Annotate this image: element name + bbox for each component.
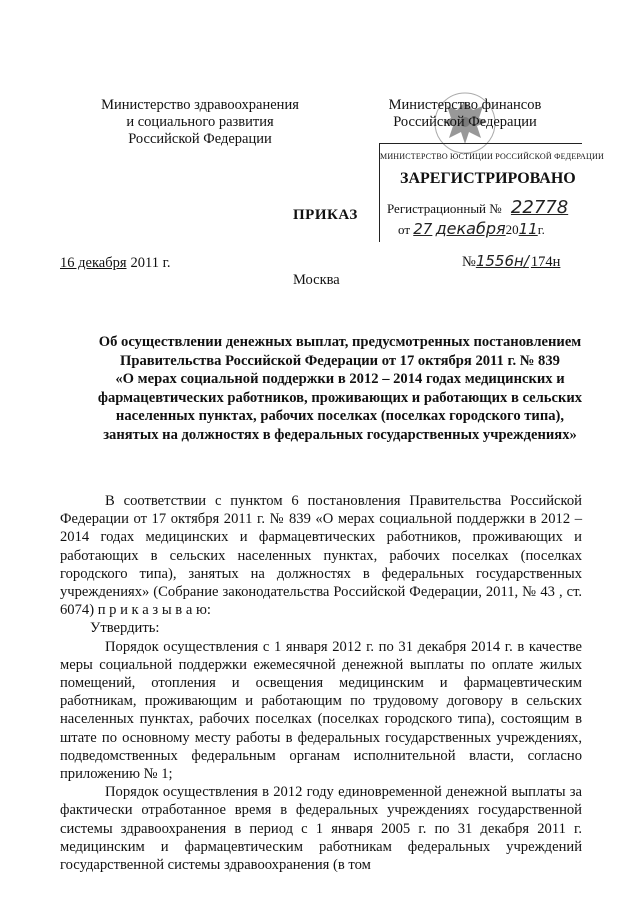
order-number	[462, 252, 560, 271]
title-line2: Правительства Российской Федерации от 17 октября 2011 г. № 839	[120, 352, 560, 369]
stamp-date-year-suffix: 11	[518, 220, 538, 238]
title-line5: населенных пунктах, рабочих поселках (поселках городского типа),	[115, 408, 565, 424]
stamp-reg-label: Регистрационный №	[387, 201, 502, 216]
body-paragraph-approve: Утвердить:	[90, 620, 160, 637]
stamp-date-row	[398, 219, 545, 238]
order-title	[60, 333, 620, 444]
date-line	[60, 255, 171, 272]
body-paragraph-item1: Порядок осуществления с 1 января 2012 г. по 31 декабря 2014 г. в качестве меры социальной поддержки ежемесячной денежной выплаты по оплате жилых помещений, отопления и освещения медицинским и фармацевтическим работникам, проживающим и работающим по трудовому договору в сельских населенных пунктах, рабочих поселках (поселках городского типа), состоящим в штате по основному месту работы в федеральных государственных учреждениях, подведомственных федеральным органам исполнительной власти, согласно приложению № 1;	[60, 638, 582, 783]
title-line3: «О мерах социальной поддержки в 2012 – 2014 годах медицинских и	[115, 371, 565, 387]
stamp-ministry: МИНИСТЕРСТВО ЮСТИЦИИ РОССИЙСКОЙ ФЕДЕРАЦИИ	[380, 152, 604, 161]
order-number-value2: 174н	[530, 254, 561, 270]
title-line6: занятых на должностях в федеральных государственных учреждениях»	[103, 426, 577, 443]
left-header	[75, 97, 325, 148]
stamp-reg-row	[387, 197, 568, 218]
date-year: 2011 г.	[130, 255, 171, 271]
order-body	[60, 492, 582, 874]
left-header-line1: Министерство здравоохранения	[101, 97, 299, 113]
left-header-line3: Российской Федерации	[128, 131, 272, 147]
left-header-line2: и социального развития	[126, 114, 274, 130]
title-line4: фармацевтических работников, проживающих и работающих в сельских	[97, 389, 583, 406]
city: Москва	[293, 272, 340, 288]
body-paragraph-item2: Порядок осуществления в 2012 году единовременной денежной выплаты за фактически отработанное время в федеральных учреждениях государственной системы здравоохранения в период с 1 января 2005 г. по 31 декабря 2011 г. медицинским и фармацевтическим работникам федеральных учреждений государственной системы здравоохранения (в том	[60, 784, 582, 874]
order-number-value: 1556н/	[475, 252, 529, 270]
stamp-date-suffix: г.	[537, 222, 545, 237]
stamp-date-year-prefix: 20	[505, 222, 519, 237]
title-line1: Об осуществлении денежных выплат, предусмотренных постановлением	[98, 334, 582, 350]
right-header	[365, 97, 565, 131]
stamp-date-month: декабря	[435, 219, 506, 238]
date-day-month: 16 декабря	[60, 255, 127, 271]
stamp-date-prefix: от	[398, 222, 411, 237]
doc-type: ПРИКАЗ	[293, 207, 358, 223]
body-paragraph-preamble: В соответствии с пунктом 6 постановления Правительства Российской Федерации от 17 октября 2011 г. № 839 «О мерах социальной поддержки в 2012 – 2014 годах медицинских и фармацевтических работников, проживающих и работающих в сельских населенных пунктах, рабочих поселках (поселках городского типа), занятых на должностях в федеральных государственных учреждениях» (Собрание законодательства Российской Федерации, 2011, № 43 , ст. 6074) п р и к а з ы в а ю:	[60, 493, 582, 619]
stamp-date-day: 27	[413, 220, 433, 238]
right-header-line1: Министерство финансов	[388, 97, 542, 113]
order-number-prefix: №	[462, 254, 476, 270]
stamp-registered: ЗАРЕГИСТРИРОВАНО	[400, 170, 576, 187]
right-header-line2: Российской Федерации	[393, 114, 537, 130]
stamp-reg-number: 22778	[510, 197, 569, 218]
